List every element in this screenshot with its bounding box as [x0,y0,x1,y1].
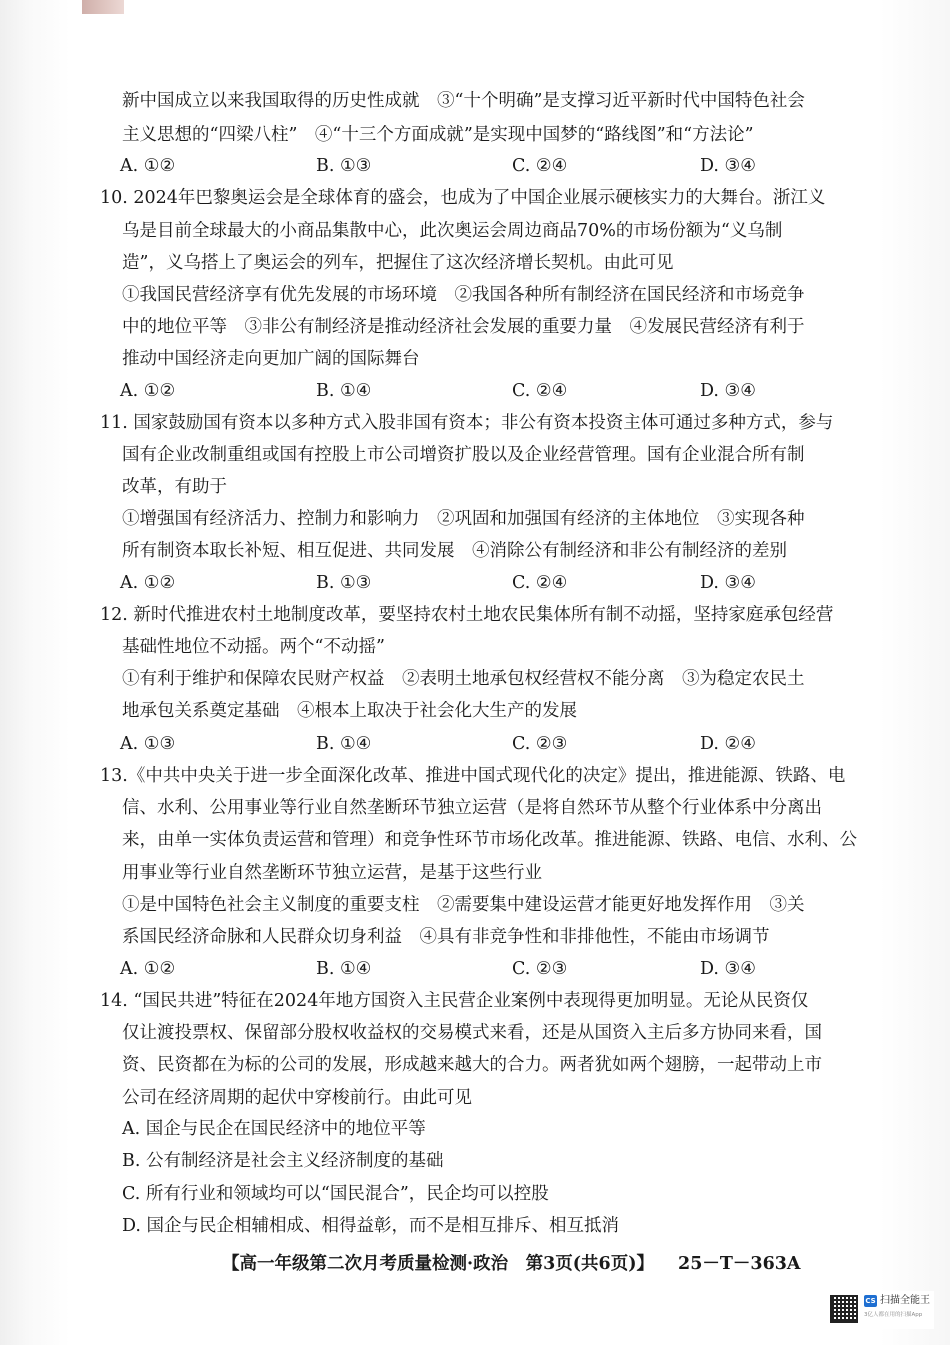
q10-option-c: C. ②④ [512,381,568,401]
q9-option-a: A. ①② [120,156,176,176]
footer-title: 【高一年级第二次月考质量检测·政治 第3页(共6页)】 [222,1254,655,1274]
page-footer [222,1252,801,1276]
q10-option-b: B. ①④ [316,381,372,401]
q13-option-a: A. ①② [120,959,176,979]
q11-option-a: A. ①② [120,573,176,593]
q11-line-3: 改革，有助于 [122,477,227,497]
q12-option-d: D. ②④ [700,734,756,754]
q14-line-3: 资、民资都在为标的公司的发展，形成越来越大的合力。两者犹如两个翅膀，一起带动上市 [122,1055,822,1075]
q9-option-d: D. ③④ [700,156,756,176]
q13-option-c: C. ②③ [512,959,568,979]
q12-line-1: 12. 新时代推进农村土地制度改革，要坚持农村土地农民集体所有制不动摇，坚持家庭承包经营 [100,605,834,625]
q14-choice-c: C. 所有行业和领域均可以“国民混合”，民企均可以控股 [122,1184,549,1204]
q13-line-4: 用事业等行业自然垄断环节独立运营，是基于这些行业 [122,863,542,883]
q11-option-c: C. ②④ [512,573,568,593]
q9-options [120,155,820,177]
q11-option-b: B. ①③ [316,573,372,593]
camscanner-logo-icon: CS [865,1297,876,1305]
q10-line-2: 乌是目前全球最大的小商品集散中心，此次奥运会周边商品70%的市场份额为“义乌制 [122,221,783,241]
q12-line-4: 地承包关系奠定基础 ④根本上取决于社会化大生产的发展 [122,701,577,721]
scanner-watermark [826,1291,934,1329]
q11-option-d: D. ③④ [700,573,756,593]
q9-option-c: C. ②④ [512,156,568,176]
q12-line-2: 基础性地位不动摇。两个“不动摇” [122,637,385,657]
q10-line-1: 10. 2024年巴黎奥运会是全球体育的盛会，也成为了中国企业展示硬核实力的大舞台。浙江义 [100,188,826,208]
q13-line-6: 系国民经济命脉和人民群众切身利益 ④具有非竞争性和非排他性，不能由市场调节 [122,927,770,947]
q9-line-1: 新中国成立以来我国取得的历史性成就 ③“十个明确”是支撑习近平新时代中国特色社会 [122,91,805,111]
footer-code: 25－T－363A [678,1254,801,1274]
q14-line-2: 仅让渡投票权、保留部分股权收益权的交易模式来看，还是从国资入主后多方协同来看，国 [122,1023,822,1043]
q9-line-2: 主义思想的“四梁八柱” ④“十三个方面成就”是实现中国梦的“路线图”和“方法论” [122,125,754,145]
q14-choice-b: B. 公有制经济是社会主义经济制度的基础 [122,1151,444,1171]
q11-line-4: ①增强国有经济活力、控制力和影响力 ②巩固和加强国有经济的主体地位 ③实现各种 [122,509,805,529]
q13-options [120,958,820,980]
q11-line-5: 所有制资本取长补短、相互促进、共同发展 ④消除公有制经济和非公有制经济的差别 [122,541,787,561]
q10-line-5: 中的地位平等 ③非公有制经济是推动经济社会发展的重要力量 ④发展民营经济有利于 [122,317,805,337]
q10-options [120,380,820,402]
q10-line-6: 推动中国经济走向更加广阔的国际舞台 [122,349,420,369]
q10-line-3: 造”，义乌搭上了奥运会的列车，把握住了这次经济增长契机。由此可见 [122,253,674,273]
q14-choice-d: D. 国企与民企相辅相成、相得益彰，而不是相互排斥、相互抵消 [122,1216,620,1236]
q10-option-d: D. ③④ [700,381,756,401]
q13-line-3: 来，由单一实体负责运营和管理）和竞争性环节市场化改革。推进能源、铁路、电信、水利、公 [122,830,857,850]
q13-line-2: 信、水利、公用事业等行业自然垄断环节独立运营（是将自然环节从整个行业体系中分离出 [122,798,822,818]
q13-option-b: B. ①④ [316,959,372,979]
qr-code-icon [830,1295,858,1323]
q12-option-c: C. ②③ [512,734,568,754]
scanner-app-name: 扫描全能王 [880,1295,930,1306]
q11-options [120,572,820,594]
q12-option-b: B. ①④ [316,734,372,754]
scan-artifact [82,0,124,14]
q10-line-4: ①我国民营经济享有优先发展的市场环境 ②我国各种所有制经济在国民经济和市场竞争 [122,285,805,305]
q9-option-b: B. ①③ [316,156,372,176]
q12-line-3: ①有利于维护和保障农民财产权益 ②表明土地承包权经营权不能分离 ③为稳定农民土 [122,669,805,689]
q10-option-a: A. ①② [120,381,176,401]
q13-line-1: 13.《中共中央关于进一步全面深化改革、推进中国式现代化的决定》提出，推进能源、铁路、电 [100,766,846,786]
scanner-tagline: 3亿人都在用的扫描App [864,1312,923,1318]
q13-option-d: D. ③④ [700,959,756,979]
q14-line-1: 14. “国民共进”特征在2024年地方国资入主民营企业案例中表现得更加明显。无论从民资仅 [100,991,809,1011]
q12-option-a: A. ①③ [120,734,176,754]
q13-line-5: ①是中国特色社会主义制度的重要支柱 ②需要集中建设运营才能更好地发挥作用 ③关 [122,895,805,915]
q12-options [120,733,820,755]
q11-line-2: 国有企业改制重组或国有控股上市公司增资扩股以及企业经营管理。国有企业混合所有制 [122,445,805,465]
q14-choice-a: A. 国企与民企在国民经济中的地位平等 [122,1119,426,1139]
q14-line-4: 公司在经济周期的起伏中穿梭前行。由此可见 [122,1088,472,1108]
q11-line-1: 11. 国家鼓励国有资本以多种方式入股非国有资本；非公有资本投资主体可通过多种方式，参与 [100,413,834,433]
